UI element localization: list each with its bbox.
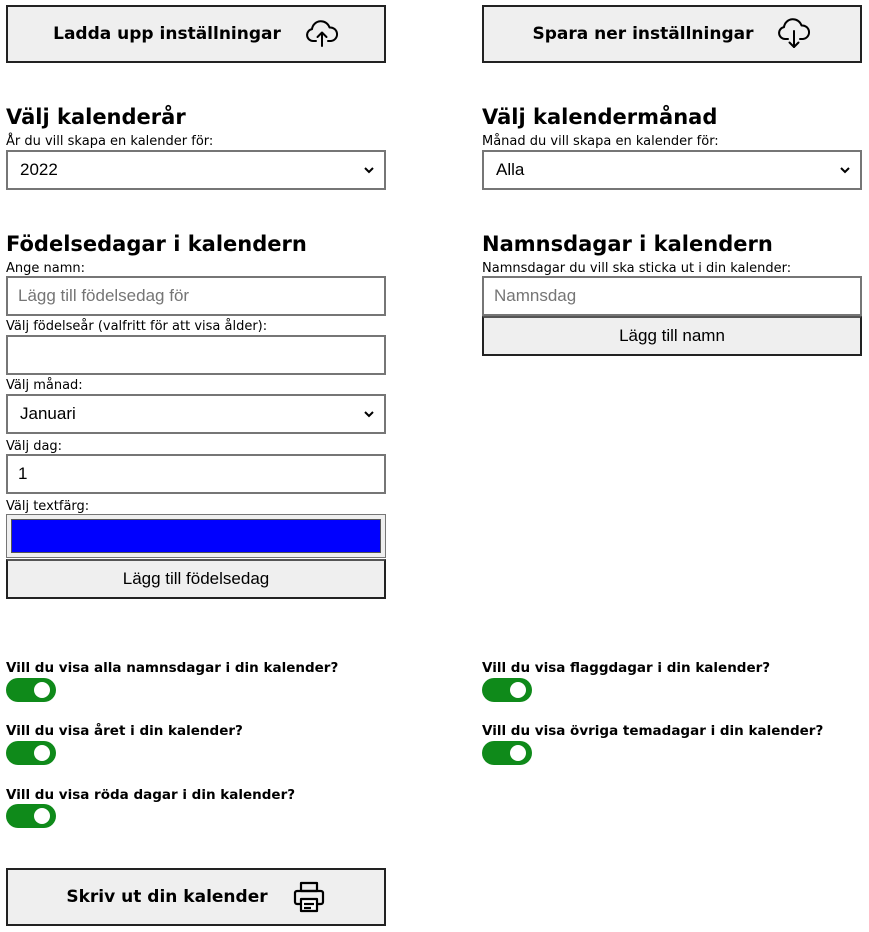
upload-settings-label: Ladda upp inställningar	[53, 24, 281, 44]
toggle-question-reddays: Vill du visa röda dagar i din kalender?	[6, 787, 296, 803]
toggle-question-year: Vill du visa året i din kalender?	[6, 723, 243, 739]
birthday-name-placeholder: Lägg till födelsedag för	[18, 286, 190, 305]
birthday-month-value: Januari	[20, 404, 76, 423]
print-calendar-label: Skriv ut din kalender	[66, 887, 268, 907]
add-nameday-label: Lägg till namn	[619, 326, 725, 345]
toggle-knob	[34, 808, 50, 824]
birthday-color-label: Välj textfärg:	[6, 499, 90, 514]
toggle-show-reddays[interactable]	[6, 804, 56, 828]
toggle-knob	[34, 745, 50, 761]
birthday-month-label: Välj månad:	[6, 378, 83, 393]
upload-settings-button[interactable]	[6, 5, 386, 63]
cloud-download-icon	[777, 17, 811, 51]
toggle-knob	[34, 682, 50, 698]
month-label: Månad du vill skapa en kalender för:	[482, 134, 719, 149]
toggle-question-themedays: Vill du visa övriga temadagar i din kalender?	[482, 723, 824, 739]
chevron-down-icon	[840, 165, 850, 175]
download-settings-label: Spara ner inställningar	[532, 24, 754, 44]
cloud-upload-icon	[305, 19, 339, 49]
toggle-question-namedays: Vill du visa alla namnsdagar i din kalender?	[6, 660, 339, 676]
birthday-day-input[interactable]	[6, 454, 386, 494]
birthday-name-input[interactable]	[6, 276, 386, 316]
color-swatch	[11, 519, 381, 553]
month-section-title: Välj kalendermånad	[482, 105, 718, 129]
chevron-down-icon	[364, 409, 374, 419]
download-settings-button[interactable]	[482, 5, 862, 63]
birthday-day-label: Välj dag:	[6, 439, 63, 454]
month-select[interactable]	[482, 150, 862, 190]
toggle-show-namedays[interactable]	[6, 678, 56, 702]
namedays-section-title: Namnsdagar i kalendern	[482, 232, 773, 256]
year-select[interactable]	[6, 150, 386, 190]
toggle-question-flagdays: Vill du visa flaggdagar i din kalender?	[482, 660, 771, 676]
toggle-knob	[510, 682, 526, 698]
birthday-year-label: Välj födelseår (valfritt för att visa ålder):	[6, 319, 268, 334]
year-section-title: Välj kalenderår	[6, 105, 186, 129]
toggle-show-year[interactable]	[6, 741, 56, 765]
year-select-value: 2022	[20, 160, 58, 179]
add-birthday-button[interactable]	[6, 559, 386, 599]
toggle-knob	[510, 745, 526, 761]
year-label: År du vill skapa en kalender för:	[6, 134, 214, 149]
print-calendar-button[interactable]	[6, 868, 386, 926]
birthday-month-select[interactable]	[6, 394, 386, 434]
add-nameday-button[interactable]	[482, 316, 862, 356]
birthday-color-picker[interactable]	[6, 514, 386, 558]
birthdays-section-title: Födelsedagar i kalendern	[6, 232, 307, 256]
add-birthday-label: Lägg till födelsedag	[122, 569, 270, 588]
birthday-year-input[interactable]	[6, 335, 386, 375]
month-select-value: Alla	[496, 160, 525, 179]
birthday-day-value: 1	[18, 464, 28, 483]
toggle-show-themedays[interactable]	[482, 741, 532, 765]
nameday-placeholder: Namnsdag	[494, 286, 577, 305]
chevron-down-icon	[364, 165, 374, 175]
nameday-input[interactable]	[482, 276, 862, 316]
nameday-label: Namnsdagar du vill ska sticka ut i din kalender:	[482, 261, 792, 276]
printer-icon	[292, 880, 326, 914]
birthday-name-label: Ange namn:	[6, 261, 86, 276]
toggle-show-flagdays[interactable]	[482, 678, 532, 702]
